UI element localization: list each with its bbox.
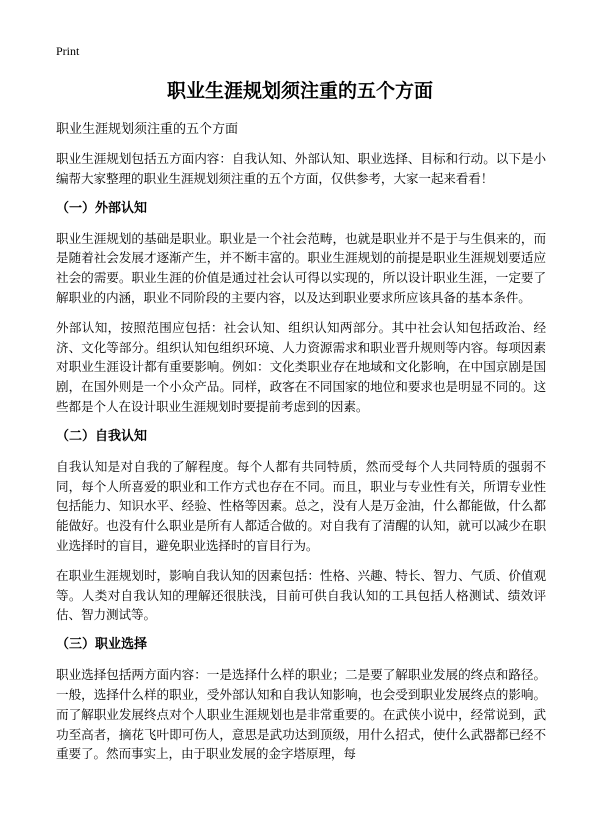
body-paragraph: 职业生涯规划的基础是职业。职业是一个社会范畴，也就是职业并不是于与生俱来的，而是随着社会发展才逐渐产生，并不断丰富的。职业生涯规划的前提是职业生涯规划要适应社会的需要。职业生涯的价值是通过社会认可得以实现的，所以设计职业生涯，一定要了解职业的内涵，职业不同阶段的主要内容，以及达到职业要求所应该具备的基本条件。 xyxy=(56,230,546,305)
body-paragraph: 自我认知是对自我的了解程度。每个人都有共同特质，然而受每个人共同特质的强弱不同，每个人所喜爱的职业和工作方式也存在不同。而且，职业与专业性有关，所谓专业性包括能力、知识水平、经验、性格等因素。总之，没有人是万金油，什么都能做，什么都能做好。也没有什么职业是所有人都适合做的。对自我有了清醒的认知，就可以减少在职业选择时的盲目，避免职业选择时的盲目行为。 xyxy=(56,458,546,553)
intro-paragraph: 职业生涯规划包括五方面内容：自我认知、外部认知、职业选择、目标和行动。以下是小编帮大家整理的职业生涯规划须注重的五个方面，仅供参考，大家一起来看看！ xyxy=(56,151,546,186)
section-heading-self-cognition: （二）自我认知 xyxy=(56,428,148,444)
document-subtitle: 职业生涯规划须注重的五个方面 xyxy=(56,122,239,137)
print-link[interactable]: Print xyxy=(56,44,80,58)
body-paragraph: 外部认知，按照范围应包括：社会认知、组织认知两部分。其中社会认知包括政治、经济、文化等部分。组织认知包组织环境、人力资源需求和职业晋升规则等内容。每项因素对职业生涯设计都有重要影响。例如：文化类职业存在地域和文化影响，在中国京剧是国剧，在国外则是一个小众产品。同样，政客在不同国家的地位和要求也是明显不同的。这些都是个人在设计职业生涯规划时要提前考虑到的因素。 xyxy=(56,319,546,414)
document-body xyxy=(56,149,546,774)
document-title: 职业生涯规划须注重的五个方面 xyxy=(166,80,433,102)
section-heading-career-choice: （三）职业选择 xyxy=(56,637,148,653)
section-heading-external-cognition: （一）外部认知 xyxy=(56,200,148,216)
body-paragraph: 职业选择包括两方面内容：一是选择什么样的职业；二是要了解职业发展的终点和路径。一般，选择什么样的职业，受外部认知和自我认知影响，也会受到职业发展终点的影响。而了解职业发展终点对个人职业生涯规划也是非常重要的。在武侠小说中，经常说到，武功至高者，摘花飞叶即可伤人，意思是武功达到顶级，用什么招式，使什么武器都已经不重要了。然而事实上，由于职业发展的金字塔原理，每 xyxy=(56,667,546,762)
body-paragraph: 在职业生涯规划时，影响自我认知的因素包括：性格、兴趣、特长、智力、气质、价值观等。人类对自我认知的理解还很肤浅，目前可供自我认知的工具包括人格测试、绩效评估、智力测试等。 xyxy=(56,567,546,623)
